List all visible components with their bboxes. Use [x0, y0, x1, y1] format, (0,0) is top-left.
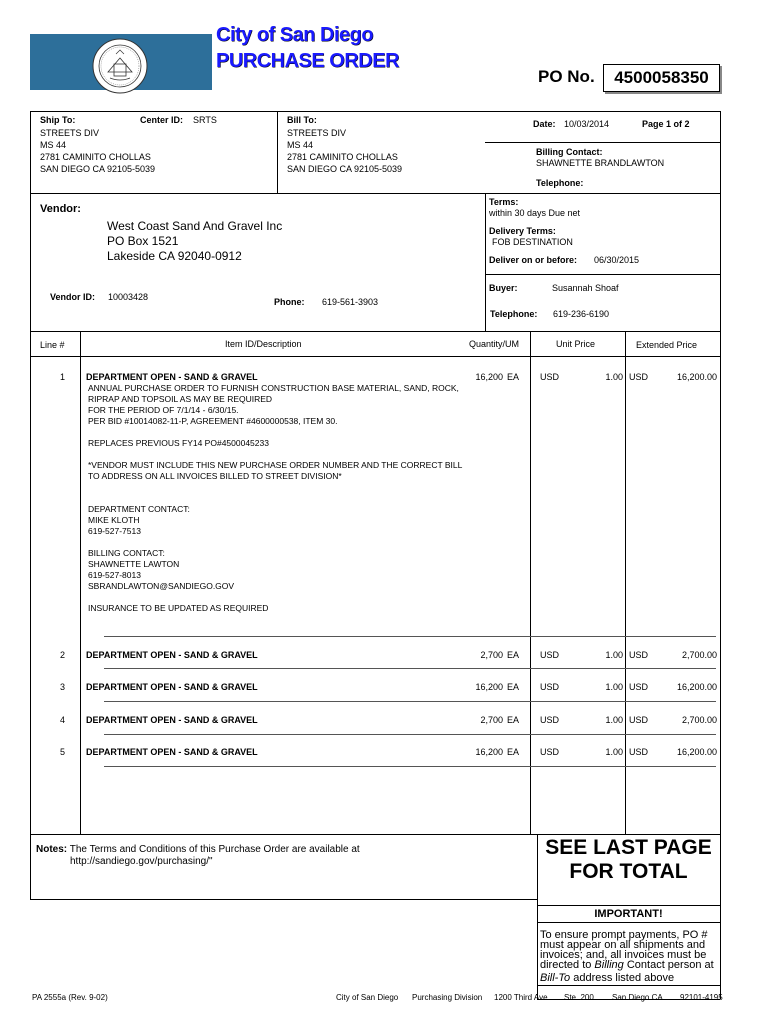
column-header-line: Line # — [40, 340, 65, 350]
line-4-unit-price: 1.00 — [605, 715, 623, 725]
line-4-um: EA — [507, 715, 520, 725]
line-1-item: DEPARTMENT OPEN - SAND & GRAVEL — [86, 372, 258, 382]
notes-label: Notes: — [36, 844, 68, 855]
page-count: Page 1 of 2 — [642, 119, 690, 129]
line-1-unit-price: 1.00 — [605, 372, 623, 382]
line-2-item: DEPARTMENT OPEN - SAND & GRAVEL — [86, 650, 258, 660]
line-3-quantity: 16,200 — [475, 682, 503, 692]
ship-to-label: Ship To: — [40, 115, 76, 125]
buyer-name: Susannah Shoaf — [552, 283, 619, 293]
line-3-currency: USD — [540, 682, 560, 692]
footer-form-number: PA 2555a (Rev. 9-02) — [32, 993, 108, 1002]
line-5-extended-price: 16,200.00 — [676, 747, 717, 757]
buyer-label: Buyer: — [489, 283, 518, 293]
line-4-number: 4 — [60, 715, 66, 725]
vendor-id-value: 10003428 — [108, 292, 149, 302]
notes-url: http://sandiego.gov/purchasing/" — [70, 856, 213, 867]
line-5-number: 5 — [60, 747, 66, 757]
important-text: To ensure prompt payments, PO # must appear on all shipments and invoices; and, all invoices must be directed to Billing Contact person at Bill-To address listed above — [540, 929, 714, 984]
billing-contact-name: SHAWNETTE BRANDLAWTON — [536, 158, 665, 168]
terms-label: Terms: — [489, 197, 519, 207]
city-seal-icon — [92, 38, 148, 94]
line-5-unit-price: 1.00 — [605, 747, 623, 757]
column-header-extended-price: Extended Price — [636, 340, 698, 350]
line-4-ext-currency: USD — [629, 715, 649, 725]
line-3-item: DEPARTMENT OPEN - SAND & GRAVEL — [86, 682, 258, 692]
vendor-address: West Coast Sand And Gravel Inc PO Box 1521 Lakeside CA 92040-0912 — [107, 219, 283, 263]
billing-contact-label: Billing Contact: — [536, 147, 603, 157]
line-1-description: ANNUAL PURCHASE ORDER TO FURNISH CONSTRUCTION BASE MATERIAL, SAND, ROCK, RIPRAP AND TOPSOIL AS MAY BE REQUIRED FOR THE PERIOD OF 7/1/14 - 6/30/15. PER BID #10014082-11-P, AGREEMENT #4600000538, ITEM 30. REPLACES PREVIOUS FY14 PO#4500045233 *VENDOR MUST INCLUDE THIS NEW PURCHASE ORDER NUMBER AND THE CORRECT BILL TO ADDRESS ON ALL INVOICES BILLED TO STREET DIVISION* DEPARTMENT CONTACT: MIKE KLOTH 619-527-7513 BILLING CONTACT: SHAWNETTE LAWTON 619-527-8013 SBRANDLAWTON@SANDIEGO.GOV INSURANCE TO BE UPDATED AS REQUIRED — [88, 383, 463, 613]
line-4-quantity: 2,700 — [480, 715, 503, 725]
line-1-currency: USD — [540, 372, 560, 382]
column-header-quantity: Quantity/UM — [469, 339, 520, 349]
page-title-city: City of San Diego — [216, 24, 374, 46]
line-4-extended-price: 2,700.00 — [681, 715, 717, 725]
important-label: IMPORTANT! — [594, 908, 663, 920]
date-value: 10/03/2014 — [564, 119, 610, 129]
footer-suite: Ste. 200 — [564, 993, 594, 1002]
line-5-item: DEPARTMENT OPEN - SAND & GRAVEL — [86, 747, 258, 757]
line-1-quantity: 16,200 — [475, 372, 503, 382]
line-2-currency: USD — [540, 650, 560, 660]
line-3-um: EA — [507, 682, 520, 692]
line-2-number: 2 — [60, 650, 66, 660]
delivery-terms-label: Delivery Terms: — [489, 226, 556, 236]
line-3-number: 3 — [60, 682, 66, 692]
column-header-item: Item ID/Description — [225, 339, 302, 349]
line-3-extended-price: 16,200.00 — [676, 682, 717, 692]
date-label: Date: — [533, 119, 556, 129]
ship-to-address: STREETS DIV MS 44 2781 CAMINITO CHOLLAS SAN DIEGO CA 92105-5039 — [40, 128, 156, 174]
buyer-telephone-value: 619-236-6190 — [553, 309, 610, 319]
line-4-item: DEPARTMENT OPEN - SAND & GRAVEL — [86, 715, 258, 725]
line-1-extended-price: 16,200.00 — [676, 372, 717, 382]
footer-city: City of San Diego — [336, 993, 399, 1002]
footer-address: 1200 Third Ave. — [494, 993, 550, 1002]
po-label: PO No. — [538, 67, 595, 86]
line-2-unit-price: 1.00 — [605, 650, 623, 660]
line-2-ext-currency: USD — [629, 650, 649, 660]
footer-division: Purchasing Division — [412, 993, 483, 1002]
vendor-phone-value: 619-561-3903 — [322, 297, 379, 307]
page-title-po: PURCHASE ORDER — [216, 50, 400, 72]
line-1-ext-currency: USD — [629, 372, 649, 382]
line-5-currency: USD — [540, 747, 560, 757]
notes — [36, 844, 360, 868]
line-5-quantity: 16,200 — [475, 747, 503, 757]
telephone-label: Telephone: — [536, 178, 584, 188]
bill-to-address: STREETS DIV MS 44 2781 CAMINITO CHOLLAS SAN DIEGO CA 92105-5039 — [287, 128, 403, 174]
notes-text: The Terms and Conditions of this Purchase Order are available at — [69, 844, 360, 855]
vendor-label: Vendor: — [40, 203, 81, 215]
deliver-by-label: Deliver on or before: — [489, 255, 578, 265]
vendor-phone-label: Phone: — [274, 297, 305, 307]
bill-to-label: Bill To: — [287, 115, 317, 125]
buyer-telephone-label: Telephone: — [490, 309, 538, 319]
column-header-unit-price: Unit Price — [556, 339, 596, 349]
footer-zip: 92101-4195 — [680, 993, 723, 1002]
line-2-quantity: 2,700 — [480, 650, 503, 660]
deliver-by-value: 06/30/2015 — [594, 255, 640, 265]
center-id-value: SRTS — [193, 115, 217, 125]
line-5-ext-currency: USD — [629, 747, 649, 757]
line-4-currency: USD — [540, 715, 560, 725]
terms-value: within 30 days Due net — [489, 208, 581, 218]
line-1-um: EA — [507, 372, 520, 382]
center-id-label: Center ID: — [140, 115, 184, 125]
line-2-um: EA — [507, 650, 520, 660]
line-1-number: 1 — [60, 372, 66, 382]
vendor-id-label: Vendor ID: — [50, 292, 96, 302]
line-2-extended-price: 2,700.00 — [681, 650, 717, 660]
po-number: 4500058350 — [603, 64, 720, 92]
line-5-um: EA — [507, 747, 520, 757]
line-3-unit-price: 1.00 — [605, 682, 623, 692]
see-last-page: SEE LAST PAGE FOR TOTAL — [545, 836, 712, 883]
footer-city-state: San Diego CA — [612, 993, 663, 1002]
delivery-terms-value: FOB DESTINATION — [492, 237, 573, 247]
line-3-ext-currency: USD — [629, 682, 649, 692]
